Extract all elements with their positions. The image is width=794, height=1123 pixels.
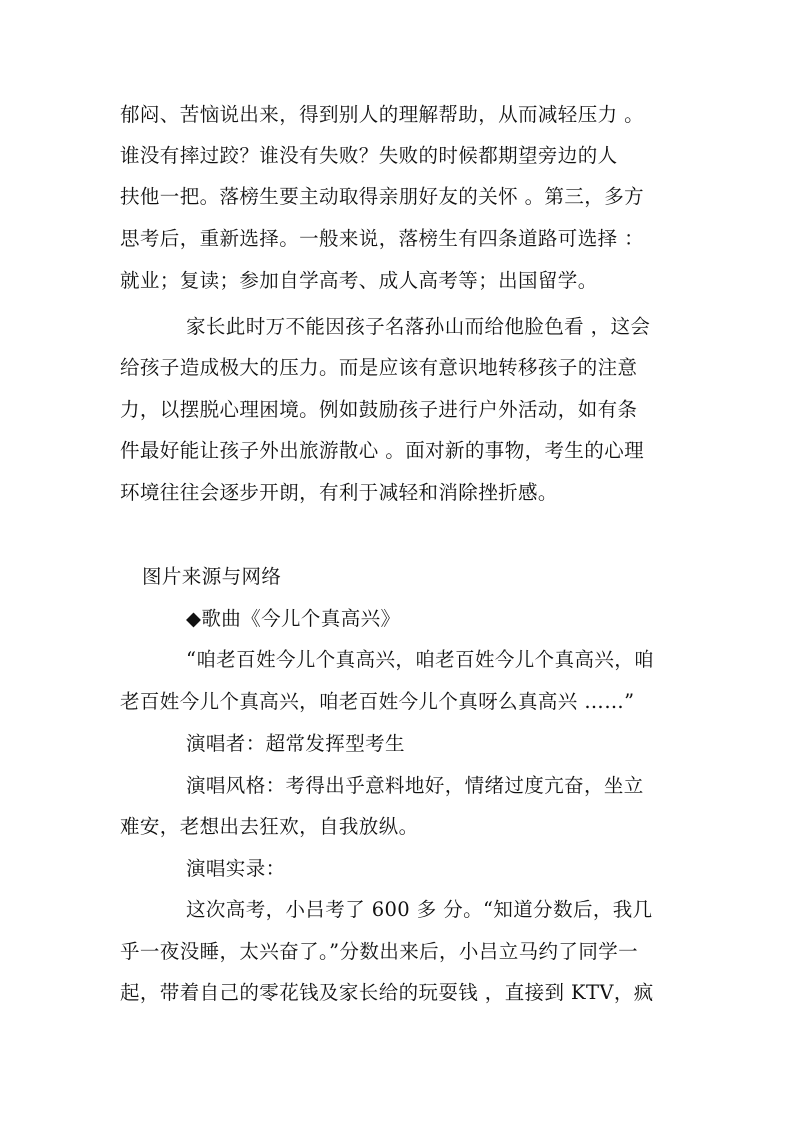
lyrics-line: “咱老百姓今儿个真高兴，咱老百姓今儿个真高兴，咱 [186, 648, 655, 671]
record-heading: 演唱实录： [186, 857, 286, 880]
paragraph-line: 思考后，重新选择。一般来说，落榜生有四条道路可选择 ： [120, 227, 644, 250]
paragraph-line: 就业；复读；参加自学高考、成人高考等；出国留学。 [120, 269, 598, 292]
style-line: 演唱风格：考得出乎意料地好，情绪过度亢奋，坐立 [186, 774, 644, 797]
style-line: 难安，老想出去狂欢，自我放纵。 [120, 815, 419, 838]
paragraph-line: 件最好能让孩子外出旅游散心 。面对新的事物，考生的心理 [120, 439, 644, 462]
image-caption: 图片来源与网络 [142, 565, 282, 588]
paragraph-line: 郁闷、苦恼说出来，得到别人的理解帮助，从而减轻压力 。 [120, 103, 644, 126]
paragraph-line: 谁没有摔过跤？谁没有失败？失败的时候都期望旁边的人 [120, 144, 618, 167]
paragraph-line: 环境往往会逐步开朗，有利于减轻和消除挫折感。 [120, 481, 558, 504]
paragraph-line: 家长此时万不能因孩子名落孙山而给他脸色看 ，这会 [186, 315, 651, 338]
paragraph-line: 给孩子造成极大的压力。而是应该有意识地转移孩子的注意 [120, 356, 638, 379]
record-line: 乎一夜没睡，太兴奋了。”分数出来后，小吕立马约了同学一 [120, 940, 639, 963]
record-line: 起，带着自己的零花钱及家长给的玩耍钱 ，直接到 KTV，疯 [120, 981, 654, 1004]
record-line: 这次高考，小吕考了 600 多 分。“知道分数后，我几 [186, 898, 653, 921]
performer-line: 演唱者：超常发挥型考生 [186, 732, 405, 755]
paragraph-line: 扶他一把。落榜生要主动取得亲朋好友的关怀 。第三，多方 [120, 185, 644, 208]
paragraph-line: 力，以摆脱心理困境。例如鼓励孩子进行户外活动，如有条 [120, 398, 638, 421]
song-heading: ◆歌曲《今儿个真高兴》 [186, 607, 401, 630]
lyrics-line: 老百姓今儿个真高兴，咱老百姓今儿个真呀么真高兴 ……” [120, 690, 635, 713]
